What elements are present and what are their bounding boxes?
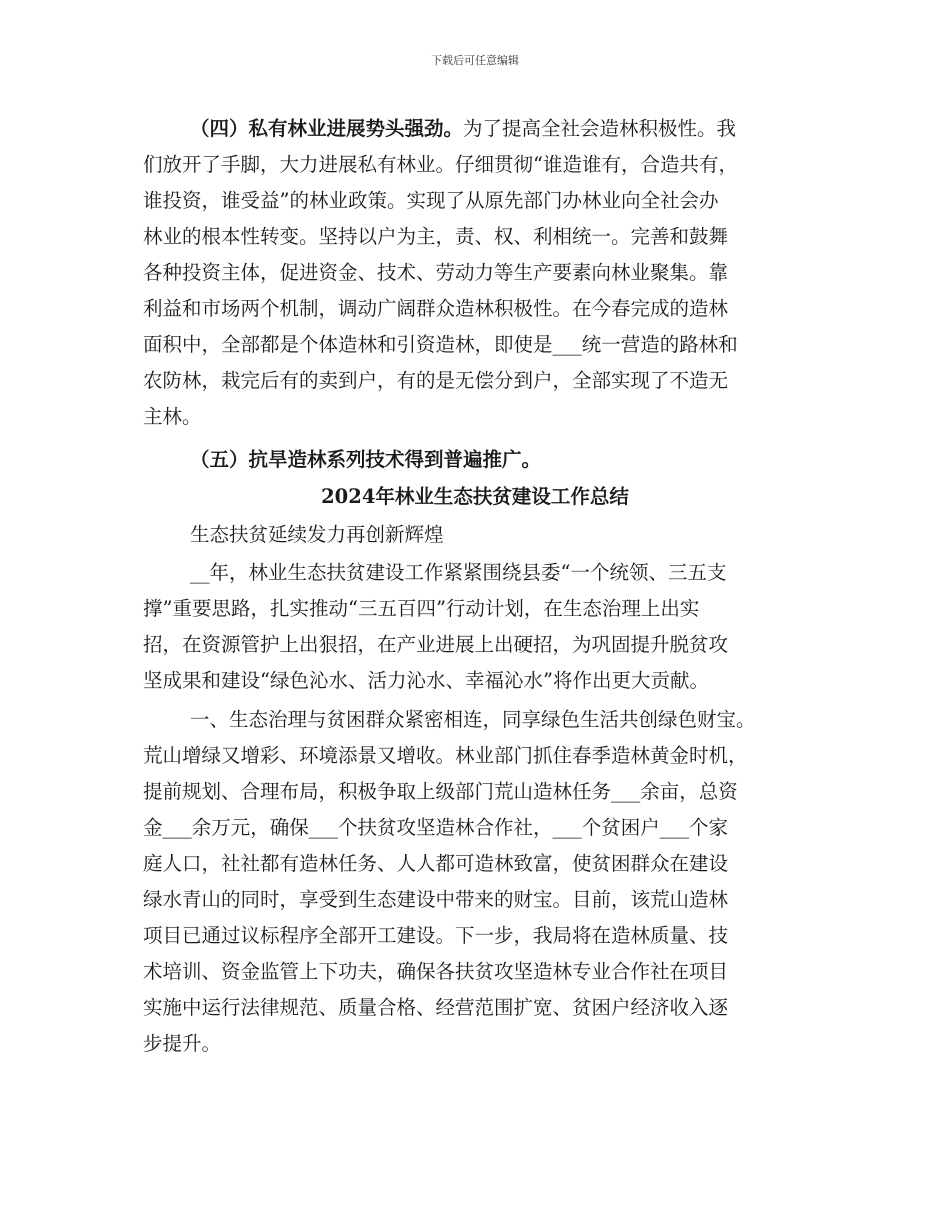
section4-heading: （四）私有林业进展势头强劲。 xyxy=(190,117,464,140)
subtitle: 生态扶贫延续发力再创新辉煌 xyxy=(190,523,444,546)
section4-line: 谁投资，谁受益”的林业政策。实现了从原先部门办林业向全社会办 xyxy=(143,189,719,212)
part1-line: 实施中运行法律规范、质量合格、经营范围扩宽、贫困户经济收入逐 xyxy=(143,996,729,1019)
section4-paragraph-line-1 xyxy=(190,117,736,141)
section4-line: 农防林，栽完后有的卖到户，有的是无偿分到户，全部实现了不造无 xyxy=(143,369,729,392)
section4-line: 利益和市场两个机制，调动广阔群众造林积极性。在今春完成的造林 xyxy=(143,297,729,320)
part1-line: 步提升。 xyxy=(143,1032,222,1055)
section4-line: 们放开了手脚，大力进展私有林业。仔细贯彻“谁造谁有，合造共有， xyxy=(143,153,738,176)
section5-heading: （五）抗旱造林系列技术得到普遍推广。 xyxy=(190,448,542,471)
part1-line: 提前规划、合理布局，积极争取上级部门荒山造林任务___余亩，总资 xyxy=(143,780,738,803)
document-title: 2024年林业生态扶贫建设工作总结 xyxy=(321,485,629,508)
intro-line: 撑”重要思路，扎实推动“三五百四”行动计划，在生态治理上出实 xyxy=(143,597,700,620)
part1-line: 绿水青山的同时，享受到生态建设中带来的财宝。目前，该荒山造林 xyxy=(143,888,729,911)
part1-line: 术培训、资金监管上下功夫，确保各扶贫攻坚造林专业合作社在项目 xyxy=(143,960,729,983)
part1-line: 一、生态治理与贫困群众紧密相连，同享绿色生活共创绿色财宝。 xyxy=(190,708,756,731)
part1-line: 金___余万元，确保___个扶贫攻坚造林合作社，___个贫困户___个家 xyxy=(143,816,729,839)
section4-line: 为了提高全社会造林积极性。我 xyxy=(463,117,737,140)
part1-line: 项目已通过议标程序全部开工建设。下一步，我局将在造林质量、技 xyxy=(143,924,729,947)
intro-line: 坚成果和建设“绿色沁水、活力沁水、幸福沁水”将作出更大贡献。 xyxy=(143,669,709,692)
page-header: 下载后可任意编辑 xyxy=(431,54,519,67)
section4-line: 各种投资主体，促进资金、技术、劳动力等生产要素向林业聚集。靠 xyxy=(143,261,729,284)
section4-line: 主林。 xyxy=(143,405,202,428)
intro-line: __年，林业生态扶贫建设工作紧紧围绕县委“一个统领、三五支 xyxy=(190,561,727,584)
intro-line: 招，在资源管护上出狠招，在产业进展上出硬招，为巩固提升脱贫攻 xyxy=(143,633,729,656)
part1-line: 庭人口，社社都有造林任务、人人都可造林致富，使贫困群众在建设 xyxy=(143,852,729,875)
part1-line: 荒山增绿又增彩、环境添景又增收。林业部门抓住春季造林黄金时机， xyxy=(143,744,748,767)
section4-line: 林业的根本性转变。坚持以户为主，责、权、利相统一。完善和鼓舞 xyxy=(143,225,729,248)
section4-line: 面积中，全部都是个体造林和引资造林，即使是___统一营造的路林和 xyxy=(143,333,738,356)
